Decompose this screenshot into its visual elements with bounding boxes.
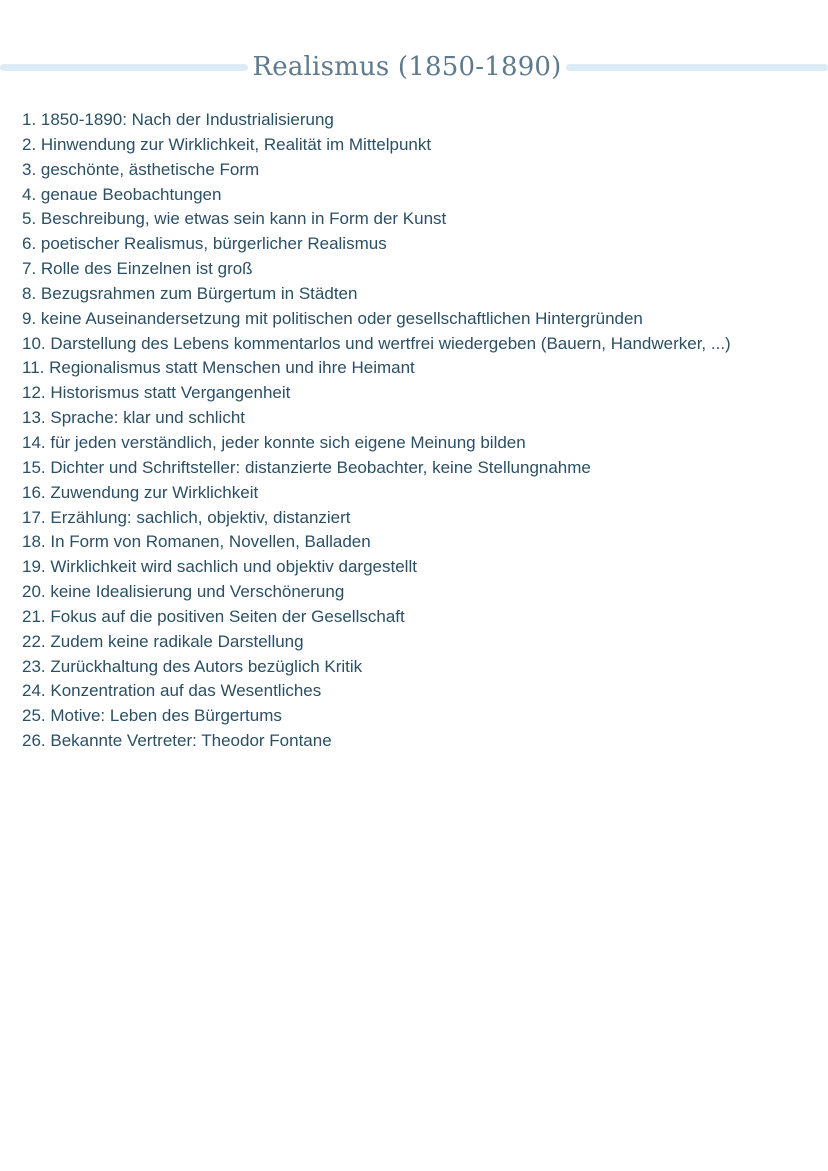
list-item: 9. keine Auseinandersetzung mit politischen oder gesellschaftlichen Hintergründen: [22, 308, 643, 328]
list-item: 20. keine Idealisierung und Verschönerung: [22, 582, 345, 602]
list-item: 15. Dichter und Schriftsteller: distanzierte Beobachter, keine Stellungnahme: [22, 457, 591, 477]
list-item: 25. Motive: Leben des Bürgertums: [22, 706, 282, 726]
title-rule-left: [0, 64, 248, 71]
page-title: Realismus (1850-1890): [252, 52, 562, 82]
list-item: 21. Fokus auf die positiven Seiten der Gesellschaft: [22, 606, 405, 626]
list-item: 14. für jeden verständlich, jeder konnte sich eigene Meinung bilden: [22, 432, 526, 452]
list-item: 1. 1850-1890: Nach der Industrialisierung: [22, 110, 334, 129]
list-item: 18. In Form von Romanen, Novellen, Balladen: [22, 532, 371, 552]
list-item: 16. Zuwendung zur Wirklichkeit: [22, 482, 259, 502]
document-header: [0, 48, 828, 88]
list-item: 4. genaue Beobachtungen: [22, 184, 222, 204]
list-item: 5. Beschreibung, wie etwas sein kann in Form der Kunst: [22, 209, 447, 229]
list-item: 22. Zudem keine radikale Darstellung: [22, 631, 304, 651]
list-item: 26. Bekannte Vertreter: Theodor Fontane: [22, 731, 332, 751]
list-item: 12. Historismus statt Vergangenheit: [22, 383, 291, 403]
list-item: 24. Konzentration auf das Wesentliches: [22, 681, 322, 701]
list-item: 3. geschönte, ästhetische Form: [22, 159, 260, 179]
list-item: 2. Hinwendung zur Wirklichkeit, Realität im Mittelpunkt: [22, 134, 432, 154]
list-item: 6. poetischer Realismus, bürgerlicher Realismus: [22, 234, 387, 254]
feature-list: [22, 108, 731, 754]
list-item: 7. Rolle des Einzelnen ist groß: [22, 259, 253, 279]
list-item: 10. Darstellung des Lebens kommentarlos und wertfrei wiedergeben (Bauern, Handwerker, ...): [22, 333, 731, 353]
list-item: 17. Erzählung: sachlich, objektiv, distanziert: [22, 507, 351, 527]
list-item: 13. Sprache: klar und schlicht: [22, 408, 246, 428]
list-item: 11. Regionalismus statt Menschen und ihre Heimant: [22, 358, 415, 378]
list-item: 19. Wirklichkeit wird sachlich und objektiv dargestellt: [22, 557, 417, 577]
list-item: 8. Bezugsrahmen zum Bürgertum in Städten: [22, 283, 358, 303]
title-rule-right: [566, 64, 828, 71]
list-item: 23. Zurückhaltung des Autors bezüglich Kritik: [22, 656, 363, 676]
